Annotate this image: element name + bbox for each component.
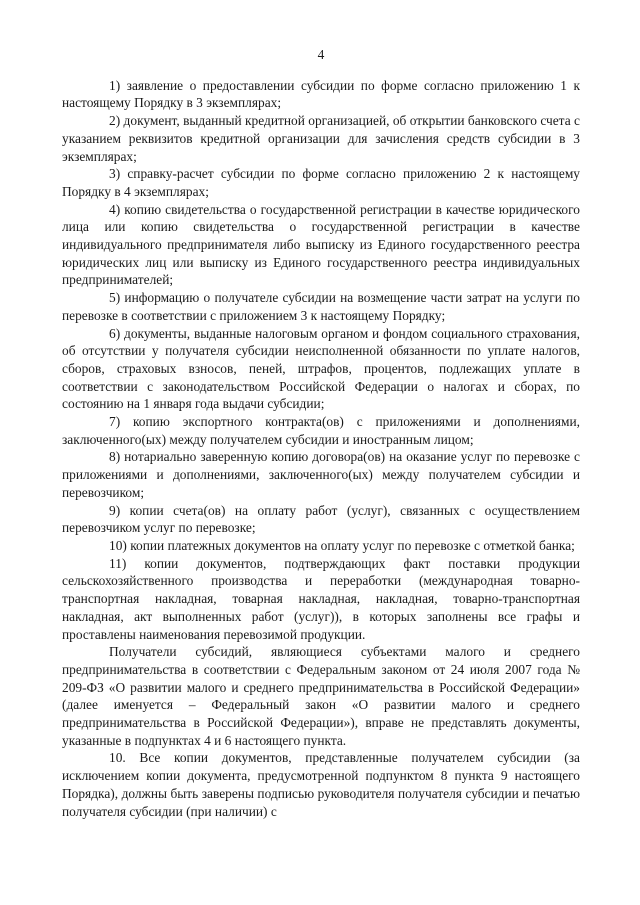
document-body xyxy=(62,77,580,821)
paragraph-item-6: 6) документы, выданные налоговым органом и фондом социального страхования, об отсутствии у получателя субсидии неисполненной обязанности по уплате налогов, сборов, страховых взносов, пеней, штрафов, процентов, подлежащих уплате в соответствии с законодательством Российской Федерации о налогах и сборах, по состоянию на 1 января года выдачи субсидии; xyxy=(62,325,580,412)
paragraph-item-9: 9) копии счета(ов) на оплату работ (услуг), связанных с осуществлением перевозчиком услуг по перевозке; xyxy=(62,502,580,536)
page-number: 4 xyxy=(317,47,325,62)
paragraph-item-10: 10) копии платежных документов на оплату услуг по перевозке с отметкой банка; xyxy=(109,537,575,553)
paragraph-item-3: 3) справку-расчет субсидии по форме согласно приложению 2 к настоящему Порядку в 4 экземплярах; xyxy=(62,166,580,199)
paragraph-small-business-note: Получатели субсидий, являющиеся субъектами малого и среднего предпринимательства в соответствии с Федеральным законом от 24 июля 2007 года № 209-ФЗ «О развитии малого и среднего предпринимательства в Российской Федерации» (далее именуется – Федеральный закон «О развитии малого и среднего предпринимательства в Российской Федерации»), вправе не представлять документы, указанные в подпунктах 4 и 6 настоящего пункта. xyxy=(62,644,580,748)
paragraph-item-7: 7) копию экспортного контракта(ов) с приложениями и дополнениями, заключенного(ых) между получателем субсидии и иностранным лицом; xyxy=(62,414,580,447)
paragraph-item-11: 11) копии документов, подтверждающих факт поставки продукции сельскохозяйственного производства и переработки (международная товарно-транспортная накладная, товарная накладная, накладная, товарно-транспортная накладная, акт выполненных работ (услуг)), в которых заполнены все графы и проставлены наименования перевозимой продукции. xyxy=(62,555,580,642)
paragraph-item-4: 4) копию свидетельства о государственной регистрации в качестве юридического лица или копию свидетельства о государственной регистрации в качестве индивидуального предпринимателя либо выписку из Единого государственного реестра юридических лиц или выписку из Единого государственного реестра индивидуальных предпринимателей; xyxy=(62,201,580,288)
paragraph-item-2: 2) документ, выданный кредитной организацией, об открытии банковского счета с указанием реквизитов кредитной организации для зачисления средств субсидии в 3 экземплярах; xyxy=(62,113,580,164)
paragraph-item-8: 8) нотариально заверенную копию договора(ов) на оказание услуг по перевозке с приложениями и дополнениями, заключенного(ых) между получателем субсидии и перевозчиком; xyxy=(62,449,580,500)
paragraph-item-5: 5) информацию о получателе субсидии на возмещение части затрат на услуги по перевозке в соответствии с приложением 3 к настоящему Порядку; xyxy=(62,290,580,323)
paragraph-item-1: 1) заявление о предоставлении субсидии по форме согласно приложению 1 к настоящему Порядку в 3 экземплярах; xyxy=(62,77,580,111)
paragraph-clause-10: 10. Все копии документов, представленные получателем субсидии (за исключением копии документа, предусмотренной подпунктом 8 пункта 9 настоящего Порядка), должны быть заверены подписью руководителя получателя субсидии и печатью получателя субсидии (при наличии) с xyxy=(62,750,580,819)
